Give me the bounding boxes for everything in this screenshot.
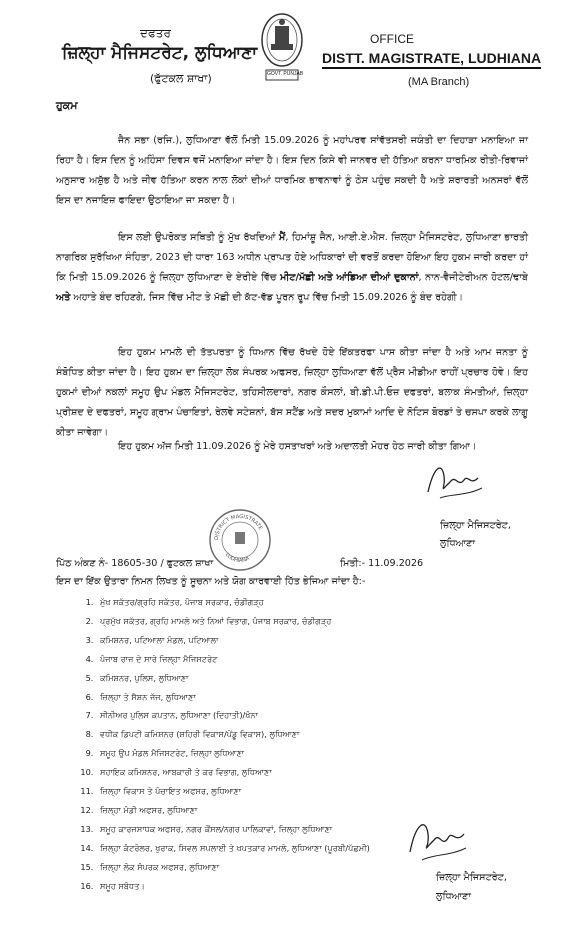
recipient-list	[62, 593, 456, 896]
list-item: 15. ਜ਼ਿਲ੍ਹਾ ਲੋਕ ਸੰਪਰਕ ਅਫਸਰ, ਲੁਧਿਆਣਾ	[96, 858, 456, 877]
court-seal-icon	[208, 508, 272, 572]
order-paragraph-4: ਇਹ ਹੁਕਮ ਅੱਜ ਮਿਤੀ 11.09.2026 ਨੂੰ ਮੇਰੇ ਹਸਤਾਖਰਾਂ ਅਤੇ ਅਦਾਲਤੀ ਮੋਹਰ ਹੇਠ ਜਾਰੀ ਕੀਤਾ ਗਿਆ।	[118, 441, 477, 452]
list-item: 10. ਸਹਾਇਕ ਕਮਿਸ਼ਨਰ, ਆਬਕਾਰੀ ਤੇ ਕਰ ਵਿਭਾਗ, ਲੁਧਿਆਣਾ	[96, 763, 456, 782]
p2-text-a: ਇਸ ਲਈ ਉਪਰੋਕਤ ਸਥਿਤੀ ਨੂੰ ਮੁੱਖ ਰੱਖਦਿਆਂ	[118, 232, 279, 243]
p2-text-c: , ਨਾਨ-ਵੈਜੀਟੇਰੀਅਨ ਹੋਟਲ/ਢਾਬੇ	[418, 272, 528, 283]
endorsement-number: ਪਿੱਠ ਅੰਕਣ ਨੰ- 18605-30 / ਫੁਟਕਲ ਸ਼ਾਖਾ	[56, 558, 214, 569]
list-item: 5. ਕਮਿਸ਼ਨਰ, ਪੁਲਿਸ, ਲੁਧਿਆਣਾ	[96, 669, 456, 688]
order-paragraph-3: ਇਹ ਹੁਕਮ ਮਾਮਲੇ ਦੀ ਤੱਤਪਰਤਾ ਨੂੰ ਧਿਆਨ ਵਿੱਚ ਰੱਖਦੇ ਹੋਏ ਇੱਕਤਰਫਾ ਪਾਸ ਕੀਤਾ ਜਾਂਦਾ ਹੈ ਅਤੇ ਆਮ ਜਨਤਾ ਨੂੰ ਸੰਬੋਧਿਤ ਕੀਤਾ ਜਾਂਦਾ ਹੈ। ਇਹ ਹੁਕਮ ਦਾ ਜ਼ਿਲ੍ਹਾ ਲੋਕ ਸੰਪਰਕ ਅਫਸਰ, ਜ਼ਿਲ੍ਹਾ ਲੁਧਿਆਣਾ ਵੱਲੋਂ ਪ੍ਰੈਸ ਮੀਡੀਆ ਰਾਹੀਂ ਪ੍ਰਚਾਰ ਹੋਵੇ। ਇਹ ਹੁਕਮਾਂ ਦੀਆਂ ਨਕਲਾਂ ਸਮੂਹ ਉਪ ਮੰਡਲ ਮੈਜਿਸਟਰੇਟ, ਤਹਿਸੀਲਦਾਰਾਂ, ਨਗਰ ਕੌਸਲਾਂ, ਬੀ.ਡੀ.ਪੀ.ਓਜ਼ ਦਫਤਰਾਂ, ਬਲਾਕ ਸੰਮਤੀਆਂ, ਜ਼ਿਲ੍ਹਾ ਪ੍ਰੀਸ਼ਦ ਦੇ ਦਫਤਰਾਂ, ਸਮੂਹ ਗ੍ਰਾਮ ਪੰਚਾਇਤਾਂ, ਰੇਲਵੇ ਸਟੇਸ਼ਨਾਂ, ਬੱਸ ਸਟੈਂਡ ਅਤੇ ਸਦਰ ਮੁਕਾਮਾਂ ਆਦਿ ਦੇ ਨੋਟਿਸ ਬੋਰਡਾਂ ਤੇ ਚਸਪਾ ਕਰਕੇ ਲਾਗੂ ਕੀਤਾ ਜਾਵੇਗਾ।	[56, 347, 528, 438]
signature-2-place: ਲੁਧਿਆਣਾ	[436, 891, 472, 902]
list-item: 13. ਸਮੂਹ ਕਾਰਜਸਾਧਕ ਅਫਸਰ, ਨਗਰ ਕੌਂਸਲ/ਨਗਰ ਪਾਲਿਕਾਵਾਂ, ਜ਼ਿਲ੍ਹਾ ਲੁਧਿਆਣਾ	[96, 820, 456, 839]
branch-name-punjabi: (ਫੁੱਟਕਲ ਸ਼ਾਖਾ)	[150, 72, 212, 85]
signature-1-title: ਜ਼ਿਲ੍ਹਾ ਮੈਜਿਸਟਰੇਟ,	[440, 520, 511, 531]
branch-name-english: (MA Branch)	[408, 76, 470, 88]
signature-2-title: ਜ਼ਿਲ੍ਹਾ ਮੈਜਿਸਟਰੇਟ,	[436, 872, 507, 883]
signature-2-icon	[400, 812, 472, 868]
list-item: 4. ਪੰਜਾਬ ਰਾਜ ਦੇ ਸਾਰੇ ਜ਼ਿਲ੍ਹਾ ਮੈਜਿਸਟਰੇਟ	[96, 650, 456, 669]
punjab-emblem-icon	[258, 8, 306, 84]
list-item: 16. ਸਮੂਹ ਸਬੰਧਤ।	[96, 877, 456, 896]
office-name-punjabi: ਜ਼ਿਲ੍ਹਾ ਮੈਜਿਸਟਰੇਟ, ਲੁਧਿਆਣਾ	[62, 43, 258, 63]
signature-1-place: ਲੁਧਿਆਣਾ	[440, 538, 476, 549]
svg-text:LUDHIANA	[224, 552, 251, 564]
p2-bold-1: ਮੈਂ	[279, 232, 286, 243]
list-item: 3. ਕਮਿਸ਼ਨਰ, ਪਟਿਆਲਾ ਮੰਡਲ, ਪਟਿਆਲਾ	[96, 631, 456, 650]
list-item: 7. ਸੀਨੀਅਰ ਪੁਲਿਸ ਕਪਤਾਨ, ਲੁਧਿਆਣਾ (ਦਿਹਾਤੀ)/ਖੰਨਾ	[96, 706, 456, 725]
list-item: 1. ਮੁੱਖ ਸਕੱਤਰ/ਗ੍ਰਹਿ ਸਕੱਤਰ, ਪੰਜਾਬ ਸਰਕਾਰ, ਚੰਡੀਗੜ੍ਹ	[96, 593, 456, 612]
list-item: 6. ਜ਼ਿਲ੍ਹਾ ਤੇ ਸੈਸ਼ਨ ਜੱਜ, ਲੁਧਿਆਣਾ	[96, 688, 456, 707]
order-title: ਹੁਕਮ	[56, 99, 78, 112]
seal-text-bottom: LUDHIANA	[223, 552, 251, 565]
signature-1-icon	[420, 458, 490, 504]
endorsement-intro: ਇਸ ਦਾ ਇੱਕ ਉਤਾਰਾ ਨਿਮਨ ਲਿਖਤ ਨੂੰ ਸੂਚਨਾ ਅਤੇ ਯੋਗ ਕਾਰਵਾਈ ਹਿੱਤ ਭੇਜਿਆ ਜਾਂਦਾ ਹੈ:-	[56, 576, 366, 587]
list-item: 2. ਪ੍ਰਮੁੱਖ ਸਕੱਤਰ, ਗ੍ਰਹਿ ਮਾਮਲੇ ਅਤੇ ਨਿਆਂ ਵਿਭਾਗ, ਪੰਜਾਬ ਸਰਕਾਰ, ਚੰਡੀਗੜ੍ਹ	[96, 612, 456, 631]
list-item: 14. ਜ਼ਿਲ੍ਹਾ ਕੰਟਰੋਲਰ, ਖੁਰਾਕ, ਸਿਵਲ ਸਪਲਾਈ ਤੇ ਖਪਤਕਾਰ ਮਾਮਲੇ, ਲੁਧਿਆਣਾ (ਪੂਰਬੀ/ਪੱਛਮੀ)	[96, 839, 456, 858]
list-item: 8. ਵਧੀਕ ਡਿਪਟੀ ਕਮਿਸ਼ਨਰ (ਸ਼ਹਿਰੀ ਵਿਕਾਸ/ਪੇਂਡੂ ਵਿਕਾਸ), ਲੁਧਿਆਣਾ	[96, 725, 456, 744]
office-label-english: OFFICE	[370, 32, 414, 46]
p2-bold-3: ਅਤੇ	[56, 292, 71, 303]
office-name-english: DISTT. MAGISTRATE, LUDHIANA	[322, 50, 541, 69]
p2-text-d: ਅਹਾਤੇ ਬੰਦ ਰਹਿਣਗੇ, ਜਿਸ ਵਿੱਚ ਮੀਟ ਤੇ ਮੱਛੀ ਦੀ ਕੱਟ-ਵੱਡ ਪੂਰਨ ਰੂਪ ਵਿੱਚ ਮਿਤੀ 15.09.2026 ਨੂੰ ਬੰਦ ਰਹੇਗੀ।	[70, 292, 464, 303]
endorsement-date: ਮਿਤੀ:- 11.09.2026	[340, 558, 424, 569]
seal-text-top: DISTRICT MAGISTRATE	[213, 513, 264, 541]
order-paragraph-2	[56, 228, 528, 308]
emblem-caption: GOVT. PUNJAB	[267, 71, 304, 77]
office-label-punjabi: ਦਫਤਰ	[140, 26, 171, 40]
list-item: 12. ਜ਼ਿਲ੍ਹਾ ਮੰਡੀ ਅਫਸਰ, ਲੁਧਿਆਣਾ	[96, 801, 456, 820]
list-item: 9. ਸਮੂਹ ਉਪ ਮੰਡਲ ਮੈਜਿਸਟਰੇਟ, ਜ਼ਿਲ੍ਹਾ ਲੁਧਿਆਣਾ	[96, 744, 456, 763]
p2-bold-2: ਮੀਟ/ਮੱਛੀ ਅਤੇ ਆਂਡਿਆ ਦੀਆਂ ਦੁਕਾਨਾਂ	[280, 272, 419, 283]
p2-text-b: , ਹਿਮਾਂਸ਼ੂ ਜੈਨ, ਆਈ.ਏ.ਐਸ. ਜ਼ਿਲ੍ਹਾ ਮੈਜਿਸਟਰੇਟ, ਲੁਧਿਆਣਾ ਭਾਰਤੀ ਨਾਗਰਿਕ ਸੁਰੱਖਿਆ ਸੰਹਿਤਾ, 2023 ਦੀ ਧਾਰਾ 163 ਅਧੀਨ ਪ੍ਰਾਪਤ ਹੋਏ ਅਧਿਕਾਰਾਂ ਦੀ ਵਰਤੋਂ ਕਰਦਾ ਹੋਇਆ ਇਹ ਹੁਕਮ ਜਾਰੀ ਕਰਦਾ ਹਾਂ ਕਿ ਮਿਤੀ 15.09.2026 ਨੂੰ ਜ਼ਿਲ੍ਹਾ ਲੁਧਿਆਣਾ ਦੇ ਏਰੀਏ ਵਿੱਚ	[56, 232, 528, 283]
order-paragraph-1: ਜੈਨ ਸਭਾ (ਰਜਿ.), ਲੁਧਿਆਣਾ ਵੱਲੋਂ ਮਿਤੀ 15.09.2026 ਨੂੰ ਮਹਾਂਪਰਵ ਸਾਂਵੱਤਸਰੀ ਜਯੰਤੀ ਦਾ ਦਿਹਾੜਾ ਮਨਾਇਆ ਜਾ ਰਿਹਾ ਹੈ। ਇਸ ਦਿਨ ਨੂੰ ਅਹਿੰਸਾ ਦਿਵਸ ਵਜੋਂ ਮਨਾਇਆ ਜਾਂਦਾ ਹੈ। ਇਸ ਦਿਨ ਕਿਸੇ ਵੀ ਜਾਨਵਰ ਦੀ ਹੱਤਿਆ ਕਰਨਾ ਧਾਰਮਿਕ ਰੀਤੀ-ਰਿਵਾਜਾਂ ਅਨੁਸਾਰ ਅਸ਼ੁੱਭ ਹੈ ਅਤੇ ਜੀਵ ਹੱਤਿਆ ਕਰਨ ਨਾਲ ਲੋਕਾਂ ਦੀਆਂ ਧਾਰਮਿਕ ਭਾਵਨਾਵਾਂ ਨੂੰ ਠੇਸ ਪਹੁੰਚ ਸਕਦੀ ਹੈ ਅਤੇ ਸ਼ਰਾਰਤੀ ਅਨਸਰਾਂ ਵੱਲੋਂ ਇਸ ਦਾ ਨਜਾਇਜ਼ ਫਾਇਦਾ ਉਠਾਇਆ ਜਾ ਸਕਦਾ ਹੈ।	[56, 135, 528, 206]
signature-1-block	[440, 517, 511, 553]
list-item: 11. ਜ਼ਿਲ੍ਹਾ ਵਿਕਾਸ ਤੇ ਪੰਚਾਇਤ ਅਫਸਰ, ਲੁਧਿਆਣਾ	[96, 782, 456, 801]
signature-2-block	[436, 868, 507, 906]
